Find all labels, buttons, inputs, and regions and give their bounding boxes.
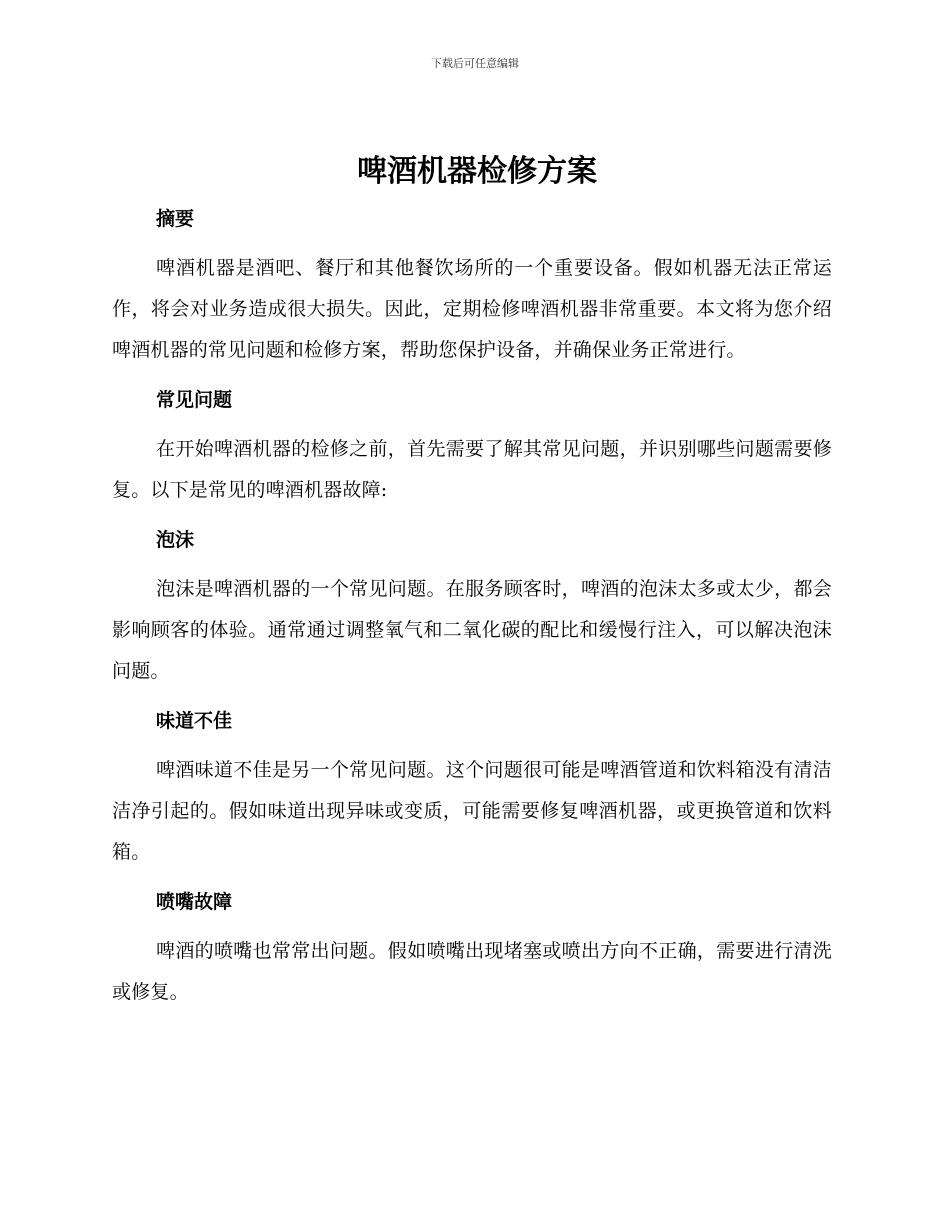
section-heading: 常见问题: [156, 389, 233, 411]
section-heading: 摘要: [156, 208, 195, 230]
section-heading: 味道不佳: [156, 710, 233, 732]
document-body: [112, 150, 832, 1029]
document-title: 啤酒机器检修方案: [357, 154, 597, 189]
section-common-problems: [112, 387, 832, 511]
page-header-note: 下载后可任意编辑: [431, 57, 519, 70]
section-abstract: [112, 206, 832, 371]
section-paragraph: 啤酒的喷嘴也常常出问题。假如喷嘴出现堵塞或喷出方向不正确，需要进行清洗或修复。: [112, 940, 832, 1003]
section-heading: 喷嘴故障: [156, 891, 233, 913]
section-heading: 泡沫: [156, 529, 195, 551]
section-nozzle-fault: [112, 889, 832, 1013]
section-bad-taste: [112, 708, 832, 873]
section-paragraph: 啤酒机器是酒吧、餐厅和其他餐饮场所的一个重要设备。假如机器无法正常运作，将会对业务造成很大损失。因此，定期检修啤酒机器非常重要。本文将为您介绍啤酒机器的常见问题和检修方案，帮助您保护设备，并确保业务正常进行。: [112, 257, 832, 361]
section-foam: [112, 527, 832, 692]
section-paragraph: 啤酒味道不佳是另一个常见问题。这个问题很可能是啤酒管道和饮料箱没有清洁洁净引起的。假如味道出现异味或变质，可能需要修复啤酒机器，或更换管道和饮料箱。: [112, 759, 832, 863]
section-paragraph: 泡沫是啤酒机器的一个常见问题。在服务顾客时，啤酒的泡沫太多或太少，都会影响顾客的体验。通常通过调整氧气和二氧化碳的配比和缓慢行注入，可以解决泡沫问题。: [112, 578, 832, 682]
section-paragraph: 在开始啤酒机器的检修之前，首先需要了解其常见问题，并识别哪些问题需要修复。以下是常见的啤酒机器故障:: [112, 438, 832, 501]
